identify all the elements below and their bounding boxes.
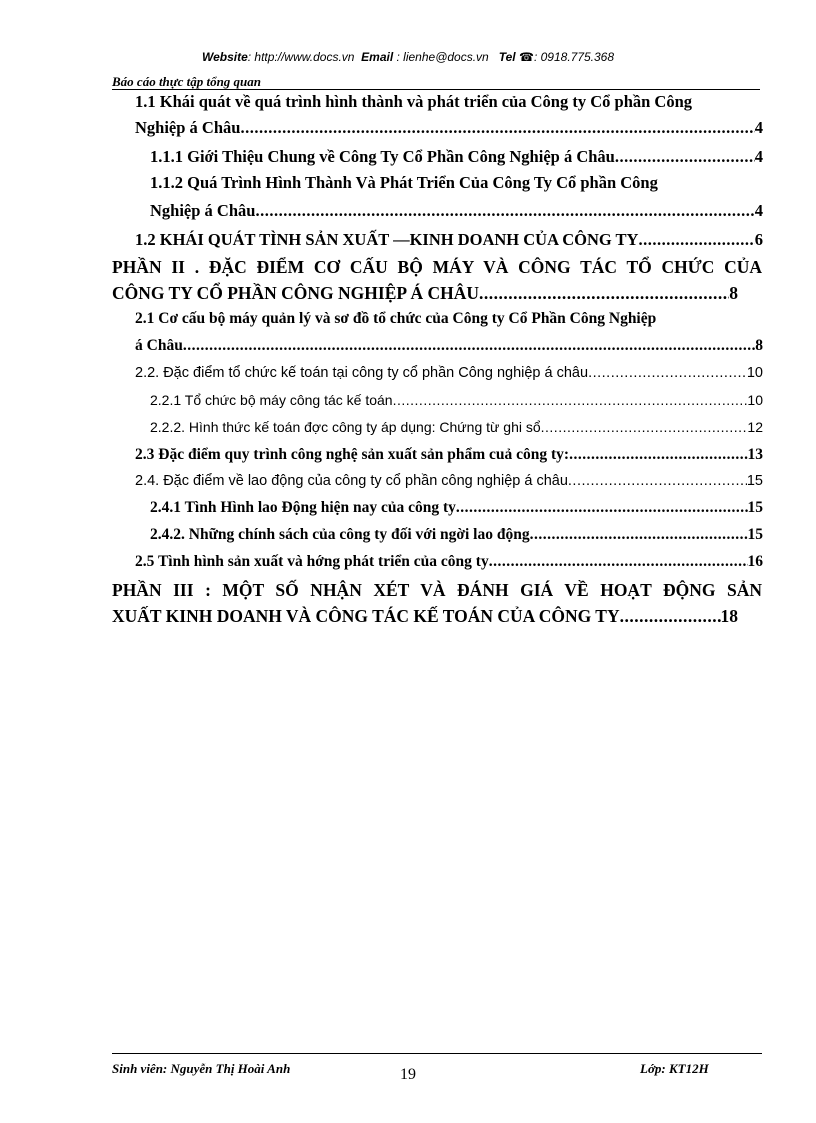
toc-part-2-line1[interactable]: PHẦN II . ĐẶC ĐIỂM CƠ CẤU BỘ MÁY VÀ CÔNG TÁC TỔ CHỨC CỦA	[112, 257, 762, 277]
toc-2-3[interactable]	[135, 446, 763, 464]
toc-leader	[615, 147, 755, 167]
email-label: Email	[361, 50, 394, 64]
toc-2-1-line1[interactable]: 2.1 Cơ cấu bộ máy quản lý và sơ đồ tổ chức của Công ty Cổ Phần Công Nghiệp	[135, 310, 657, 327]
website-value[interactable]: : http://www.docs.vn	[247, 50, 355, 64]
toc-title: 1.1.1 Giới Thiệu Chung về Công Ty Cổ Phần Công Nghiệp á Châu	[150, 147, 615, 166]
toc-page-number: 4	[754, 147, 763, 166]
toc-title: 2.2. Đặc điểm tổ chức kế toán tại công ty cổ phần Công nghiệp á châu	[135, 365, 589, 381]
toc-leader	[541, 419, 748, 435]
toc-2-1-line2: á Châu	[135, 337, 183, 354]
footer-student: Sinh viên: Nguyễn Thị Hoài Anh	[112, 1061, 291, 1076]
toc-page-number: 18	[720, 606, 738, 626]
toc-part-3-line2: XUẤT KINH DOANH VÀ CÔNG TÁC KẾ TOÁN CỦA CÔNG TY	[112, 606, 620, 626]
website-label: Website	[201, 50, 248, 64]
tel-label: Tel	[498, 50, 516, 64]
toc-2-2-1[interactable]	[150, 392, 763, 408]
toc-page-number: 8	[729, 283, 738, 303]
toc-page-number: 10	[747, 392, 763, 408]
toc-leader	[456, 499, 748, 517]
toc-page-number: 13	[747, 446, 763, 463]
toc-1-1-2[interactable]	[150, 201, 763, 221]
toc-2-4-1[interactable]	[150, 499, 763, 517]
toc-leader	[183, 337, 755, 355]
toc-1-1[interactable]	[135, 118, 763, 138]
toc-leader	[568, 473, 747, 489]
toc-2-4[interactable]	[135, 473, 763, 489]
phone-icon: ☎	[519, 50, 534, 64]
email-value[interactable]: : lienhe@docs.vn	[396, 50, 489, 64]
toc-leader	[588, 365, 747, 381]
footer-page-number: 19	[400, 1066, 416, 1083]
doc-header	[112, 73, 760, 90]
toc-part-2[interactable]	[112, 283, 738, 304]
toc-page-number: 12	[747, 419, 763, 435]
toc-page-number: 15	[747, 499, 763, 516]
toc-part-3[interactable]	[112, 606, 738, 627]
toc-page-number: 15	[746, 473, 763, 489]
toc-2-2[interactable]	[135, 365, 763, 381]
toc-page-number: 16	[747, 553, 763, 570]
toc-leader	[255, 201, 754, 221]
toc-title: 2.4.2. Những chính sách của công ty đối với ngời lao động	[150, 526, 530, 543]
toc-leader	[489, 553, 748, 571]
toc-1-1-line2: Nghiệp á Châu	[135, 118, 241, 137]
toc-title: 2.3 Đặc điểm quy trình công nghệ sản xuất sản phẩm cuả công ty:	[135, 446, 570, 463]
toc-1-1-line1[interactable]: 1.1 Khái quát về quá trình hình thành và phát triển của Công ty Cổ phần Công	[135, 92, 693, 111]
toc-1-2[interactable]	[135, 230, 763, 250]
footer-class: Lớp: KT12H	[640, 1061, 709, 1076]
toc-page-number: 4	[754, 201, 763, 220]
site-header	[0, 50, 816, 64]
toc-1-1-2-line1[interactable]: 1.1.2 Quá Trình Hình Thành Và Phát Triển Của Công Ty Cổ phần Công	[150, 173, 658, 192]
toc-page-number: 6	[754, 230, 763, 249]
toc-title: 2.2.2. Hình thức kế toán đợc công ty áp dụng: Chứng từ ghi sổ	[150, 419, 541, 435]
toc-title: 1.2 KHÁI QUÁT TÌNH SẢN XUẤT —KINH DOANH CỦA CÔNG TY	[135, 230, 639, 249]
doc-title: Báo cáo thực tập tổng quan	[112, 74, 262, 89]
toc-leader	[240, 118, 754, 138]
toc-1-1-1[interactable]	[150, 147, 763, 167]
toc-page-number: 8	[755, 337, 763, 354]
toc-title: 2.4. Đặc điểm về lao động của công ty cổ phần công nghiệp á châu	[135, 473, 568, 489]
toc-leader	[569, 446, 747, 464]
toc-2-1[interactable]	[135, 337, 763, 355]
toc-page-number: 10	[746, 365, 763, 381]
toc-2-5[interactable]	[135, 553, 763, 571]
toc-leader	[530, 526, 748, 544]
toc-leader	[638, 230, 754, 250]
footer-divider	[112, 1053, 762, 1054]
toc-title: 2.2.1 Tổ chức bộ máy công tác kế toán	[150, 392, 393, 408]
toc-2-4-2[interactable]	[150, 526, 763, 544]
toc-page-number: 15	[747, 526, 763, 543]
toc-leader	[479, 283, 729, 304]
toc-title: 2.5 Tình hình sản xuất và hớng phát triển của công ty	[135, 553, 489, 570]
toc-part-3-line1[interactable]: PHẦN III : MỘT SỐ NHẬN XÉT VÀ ĐÁNH GIÁ VỀ HOẠT ĐỘNG SẢN	[112, 580, 762, 600]
toc-leader	[620, 606, 721, 627]
toc-page-number: 4	[754, 118, 763, 137]
toc-title: 2.4.1 Tình Hình lao Động hiện nay của công ty	[150, 499, 456, 516]
toc-2-2-2[interactable]	[150, 419, 763, 435]
toc-leader	[393, 392, 748, 408]
toc-1-1-2-line2: Nghiệp á Châu	[150, 201, 256, 220]
tel-value: : 0918.775.368	[533, 50, 615, 64]
toc-part-2-line2: CÔNG TY CỔ PHẦN CÔNG NGHIỆP Á CHÂU	[112, 283, 480, 303]
